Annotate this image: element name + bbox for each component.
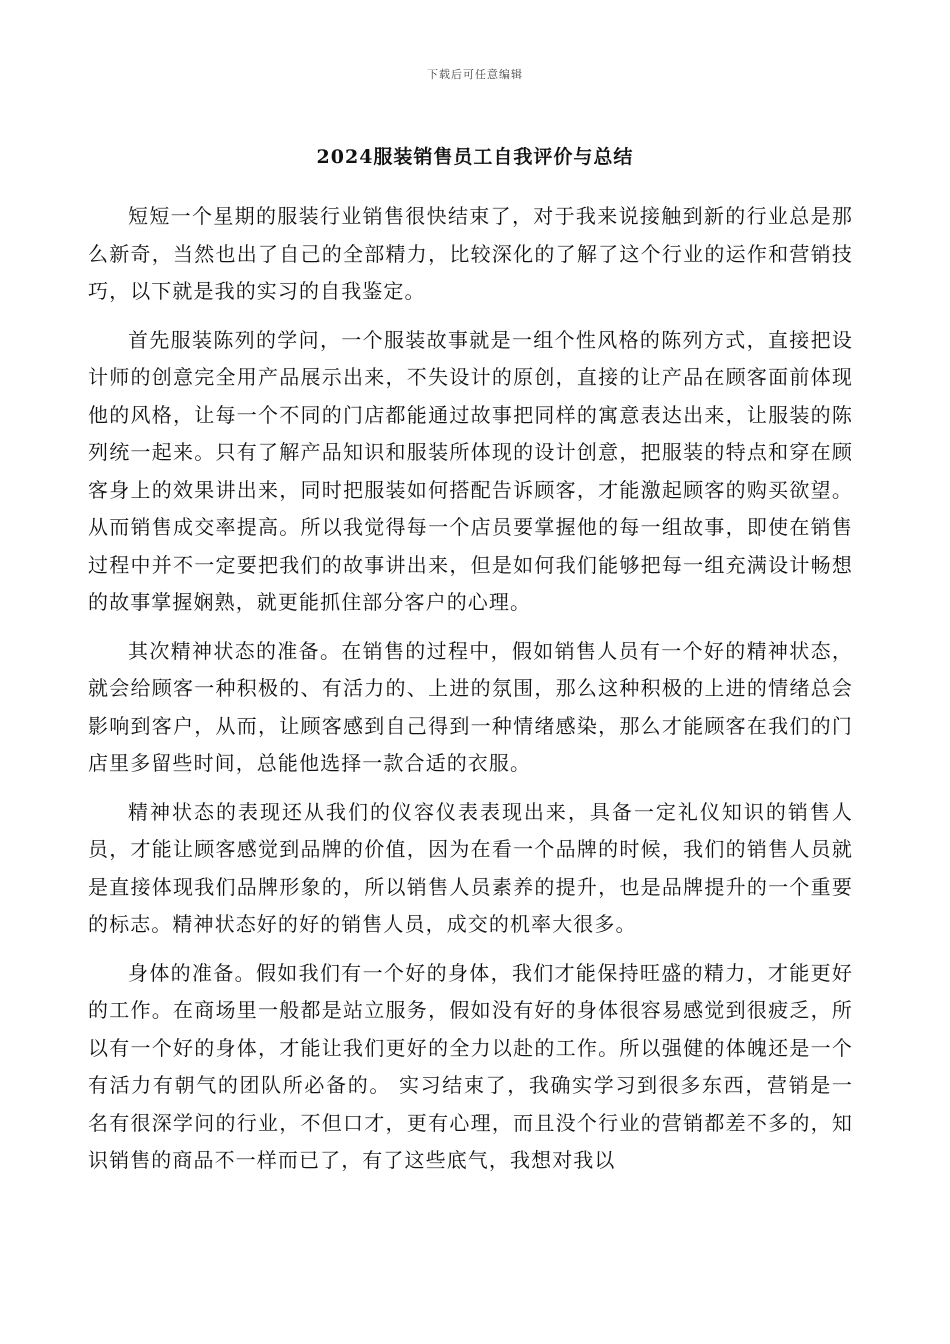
paragraph-1: 短短一个星期的服装行业销售很快结束了，对于我来说接触到新的行业总是那么新奇，当然也出了自己的全部精力，比较深化的了解了这个行业的运作和营销技巧，以下就是我的实习的自我鉴定。: [88, 204, 853, 303]
paragraph-4: 精神状态的表现还从我们的仪容仪表表现出来，具备一定礼仪知识的销售人员，才能让顾客感觉到品牌的价值，因为在看一个品牌的时候，我们的销售人员就是直接体现我们品牌形象的，所以销售人员素养的提升，也是品牌提升的一个重要的标志。精神状态好的好的销售人员，成交的机率大很多。: [88, 799, 853, 936]
paragraph-2: 首先服装陈列的学问，一个服装故事就是一组个性风格的陈列方式，直接把设计师的创意完全用产品展示出来，不失设计的原创，直接的让产品在顾客面前体现他的风格，让每一个不同的门店都能通过故事把同样的寓意表达出来，让服装的陈列统一起来。只有了解产品知识和服装所体现的设计创意，把服装的特点和穿在顾客身上的效果讲出来，同时把服装如何搭配告诉顾客，才能激起顾客的购买欲望。从而销售成交率提高。所以我觉得每一个店员要掌握他的每一组故事，即使在销售过程中并不一定要把我们的故事讲出来，但是如何我们能够把每一组充满设计畅想的故事掌握娴熟，就更能抓住部分客户的心理。: [88, 327, 853, 614]
document-title: 2024服装销售员工自我评价与总结: [316, 146, 634, 168]
paragraph-3: 其次精神状态的准备。在销售的过程中，假如销售人员有一个好的精神状态，就会给顾客一种积极的、有活力的、上进的氛围，那么这种积极的上进的情绪总会影响到客户，从而，让顾客感到自己得到一种情绪感染，那么才能顾客在我们的门店里多留些时间，总能他选择一款合适的衣服。: [88, 638, 853, 775]
paragraph-5: 身体的准备。假如我们有一个好的身体，我们才能保持旺盛的精力，才能更好的工作。在商场里一般都是站立服务，假如没有好的身体很容易感觉到很疲乏，所以有一个好的身体，才能让我们更好的全力以赴的工作。所以强健的体魄还是一个有活力有朝气的团队所必备的。 实习结束了，我确实学习到很多东西，营销是一名有很深学问的行业，不但口才，更有心理，而且没个行业的营销都差不多的，知识销售的商品不一样而已了，有了这些底气，我想对我以: [88, 960, 853, 1172]
document-body: [88, 198, 853, 1191]
header-note: 下载后可任意编辑: [427, 68, 523, 81]
